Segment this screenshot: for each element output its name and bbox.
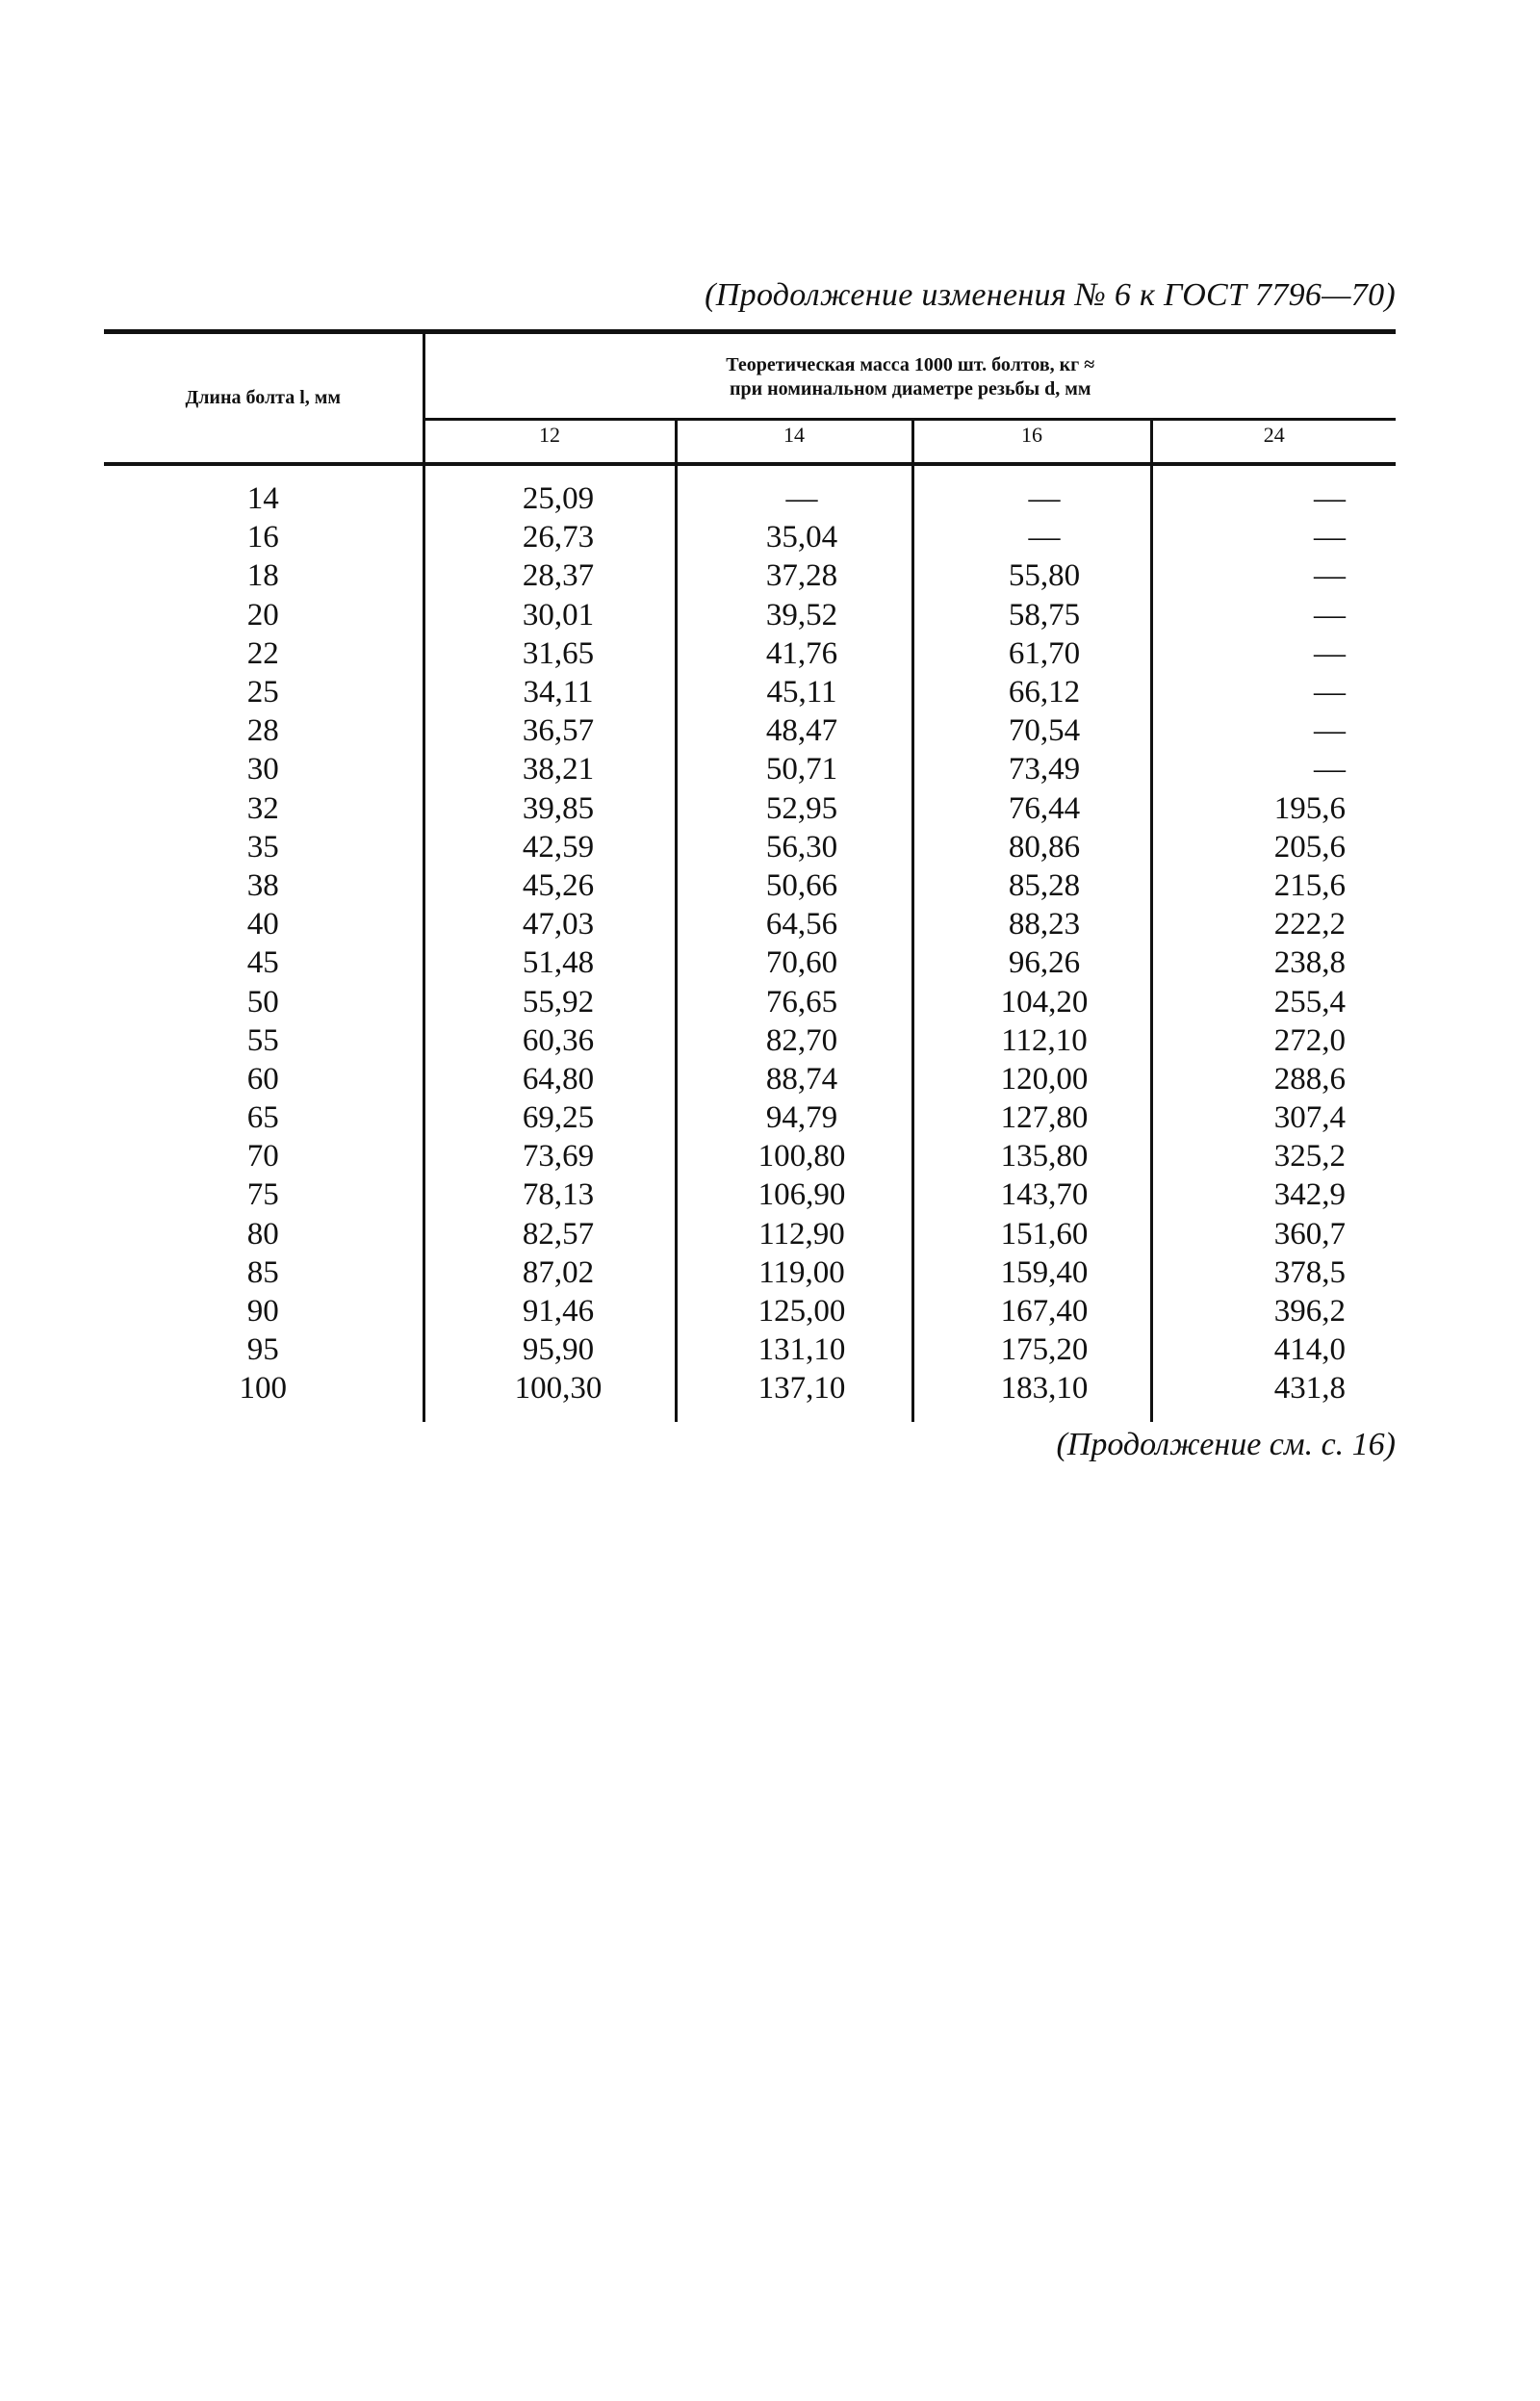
mass-d12-cell: 39,85 [424,789,676,828]
mass-d16-cell: — [912,464,1151,518]
mass-d16-cell: 73,49 [912,750,1151,788]
mass-d24-cell: — [1151,634,1396,673]
mass-d14-cell: 94,79 [676,1098,912,1137]
diameter-header-12: 12 [424,420,676,465]
table-row [104,866,1396,905]
table-row [104,1021,1396,1060]
mass-d24-cell: — [1151,556,1396,595]
table-row [104,1369,1396,1421]
bolt-length-cell: 90 [104,1292,424,1330]
mass-d24-cell: 288,6 [1151,1060,1396,1098]
bolt-mass-table-container [104,329,1396,1422]
mass-d12-cell: 55,92 [424,982,676,1020]
bolt-length-cell: 16 [104,518,424,556]
mass-d24-cell: 205,6 [1151,828,1396,866]
mass-d14-cell: 39,52 [676,596,912,634]
mass-d14-cell: 137,10 [676,1369,912,1421]
mass-d24-cell: — [1151,596,1396,634]
mass-d12-cell: 45,26 [424,866,676,905]
mass-d16-cell: 85,28 [912,866,1151,905]
mass-d16-cell: — [912,518,1151,556]
theoretical-mass-header [424,332,1396,420]
mass-d24-cell: — [1151,711,1396,750]
table-row [104,673,1396,711]
mass-d14-cell: 50,66 [676,866,912,905]
mass-d12-cell: 87,02 [424,1253,676,1292]
mass-d12-cell: 36,57 [424,711,676,750]
bolt-length-cell: 25 [104,673,424,711]
table-row [104,750,1396,788]
mass-d16-cell: 96,26 [912,943,1151,982]
continuation-footer: (Продолжение см. с. 16) [1056,1427,1396,1462]
mass-d16-cell: 66,12 [912,673,1151,711]
bolt-length-cell: 28 [104,711,424,750]
mass-d16-cell: 175,20 [912,1330,1151,1369]
bolt-length-cell: 20 [104,596,424,634]
mass-d16-cell: 167,40 [912,1292,1151,1330]
mass-d24-cell: 307,4 [1151,1098,1396,1137]
table-row [104,596,1396,634]
mass-d12-cell: 26,73 [424,518,676,556]
bolt-length-cell: 38 [104,866,424,905]
mass-d12-cell: 38,21 [424,750,676,788]
bolt-length-cell: 40 [104,905,424,943]
table-row [104,982,1396,1020]
bolt-length-cell: 18 [104,556,424,595]
table-row [104,1060,1396,1098]
mass-d24-cell: 396,2 [1151,1292,1396,1330]
mass-d12-cell: 42,59 [424,828,676,866]
mass-d12-cell: 64,80 [424,1060,676,1098]
mass-d24-cell: — [1151,673,1396,711]
mass-d16-cell: 58,75 [912,596,1151,634]
mass-d14-cell: — [676,464,912,518]
continuation-header: (Продолжение изменения № 6 к ГОСТ 7796—70) [705,277,1396,313]
mass-d16-cell: 55,80 [912,556,1151,595]
diameter-header-16: 16 [912,420,1151,465]
bolt-length-cell: 70 [104,1137,424,1175]
bolt-length-cell: 32 [104,789,424,828]
mass-d16-cell: 104,20 [912,982,1151,1020]
mass-d16-cell: 135,80 [912,1137,1151,1175]
mass-d14-cell: 125,00 [676,1292,912,1330]
bolt-length-cell: 50 [104,982,424,1020]
mass-d14-cell: 82,70 [676,1021,912,1060]
mass-d12-cell: 60,36 [424,1021,676,1060]
mass-d24-cell: 431,8 [1151,1369,1396,1421]
mass-d12-cell: 28,37 [424,556,676,595]
mass-d12-cell: 25,09 [424,464,676,518]
mass-d24-cell: — [1151,518,1396,556]
mass-d24-cell: 195,6 [1151,789,1396,828]
bolt-length-cell: 60 [104,1060,424,1098]
mass-d14-cell: 131,10 [676,1330,912,1369]
mass-d16-cell: 76,44 [912,789,1151,828]
mass-d14-cell: 119,00 [676,1253,912,1292]
bolt-length-cell: 30 [104,750,424,788]
mass-d14-cell: 50,71 [676,750,912,788]
mass-d24-cell: — [1151,750,1396,788]
bolt-length-cell: 14 [104,464,424,518]
mass-d24-cell: 325,2 [1151,1137,1396,1175]
table-body [104,464,1396,1422]
mass-d16-cell: 70,54 [912,711,1151,750]
mass-d14-cell: 112,90 [676,1215,912,1253]
table-header [104,332,1396,465]
bolt-length-cell: 100 [104,1369,424,1421]
mass-d14-cell: 37,28 [676,556,912,595]
table-row [104,634,1396,673]
table-row [104,518,1396,556]
mass-d16-cell: 143,70 [912,1175,1151,1214]
bolt-length-header: Длина болта l, мм [104,332,424,465]
mass-d24-cell: 255,4 [1151,982,1396,1020]
mass-d12-cell: 51,48 [424,943,676,982]
mass-d14-cell: 106,90 [676,1175,912,1214]
mass-d16-cell: 120,00 [912,1060,1151,1098]
table-row [104,464,1396,518]
mass-d12-cell: 78,13 [424,1175,676,1214]
mass-d16-cell: 61,70 [912,634,1151,673]
mass-d14-cell: 35,04 [676,518,912,556]
mass-d14-cell: 48,47 [676,711,912,750]
mass-d16-cell: 159,40 [912,1253,1151,1292]
mass-d14-cell: 41,76 [676,634,912,673]
bolt-length-cell: 80 [104,1215,424,1253]
bolt-length-cell: 95 [104,1330,424,1369]
table-row [104,1137,1396,1175]
mass-d12-cell: 73,69 [424,1137,676,1175]
diameter-header-14: 14 [676,420,912,465]
table-row [104,789,1396,828]
mass-d12-cell: 34,11 [424,673,676,711]
mass-d14-cell: 88,74 [676,1060,912,1098]
table-row [104,1253,1396,1292]
mass-d14-cell: 70,60 [676,943,912,982]
table-row [104,1175,1396,1214]
mass-d16-cell: 88,23 [912,905,1151,943]
mass-d24-cell: 414,0 [1151,1330,1396,1369]
mass-d14-cell: 45,11 [676,673,912,711]
mass-d14-cell: 52,95 [676,789,912,828]
table-row [104,1215,1396,1253]
mass-d16-cell: 183,10 [912,1369,1151,1421]
bolt-length-cell: 45 [104,943,424,982]
bolt-length-cell: 35 [104,828,424,866]
table-row [104,1330,1396,1369]
mass-d12-cell: 47,03 [424,905,676,943]
mass-d24-cell: 215,6 [1151,866,1396,905]
table-row [104,1098,1396,1137]
mass-d24-cell: 238,8 [1151,943,1396,982]
mass-d16-cell: 112,10 [912,1021,1151,1060]
mass-d12-cell: 91,46 [424,1292,676,1330]
mass-d24-cell: 272,0 [1151,1021,1396,1060]
bolt-length-cell: 85 [104,1253,424,1292]
mass-d16-cell: 151,60 [912,1215,1151,1253]
mass-d24-cell: 360,7 [1151,1215,1396,1253]
bolt-length-cell: 22 [104,634,424,673]
table-row [104,711,1396,750]
mass-d24-cell: 222,2 [1151,905,1396,943]
bolt-mass-table [104,329,1396,1422]
mass-d24-cell: — [1151,464,1396,518]
table-row [104,1292,1396,1330]
table-row [104,556,1396,595]
mass-header-line1: Теоретическая масса 1000 шт. болтов, кг ≈ [726,354,1095,375]
mass-d12-cell: 30,01 [424,596,676,634]
mass-d14-cell: 64,56 [676,905,912,943]
table-row [104,943,1396,982]
mass-d16-cell: 80,86 [912,828,1151,866]
mass-header-line2: при номинальном диаметре резьбы d, мм [729,378,1091,400]
table-row [104,905,1396,943]
mass-d14-cell: 56,30 [676,828,912,866]
mass-d24-cell: 378,5 [1151,1253,1396,1292]
table-row [104,828,1396,866]
bolt-length-cell: 55 [104,1021,424,1060]
mass-d16-cell: 127,80 [912,1098,1151,1137]
mass-d14-cell: 100,80 [676,1137,912,1175]
mass-d24-cell: 342,9 [1151,1175,1396,1214]
mass-d12-cell: 100,30 [424,1369,676,1421]
mass-d14-cell: 76,65 [676,982,912,1020]
mass-d12-cell: 82,57 [424,1215,676,1253]
mass-d12-cell: 31,65 [424,634,676,673]
mass-d12-cell: 95,90 [424,1330,676,1369]
diameter-header-24: 24 [1151,420,1396,465]
bolt-length-cell: 65 [104,1098,424,1137]
mass-d12-cell: 69,25 [424,1098,676,1137]
bolt-length-cell: 75 [104,1175,424,1214]
